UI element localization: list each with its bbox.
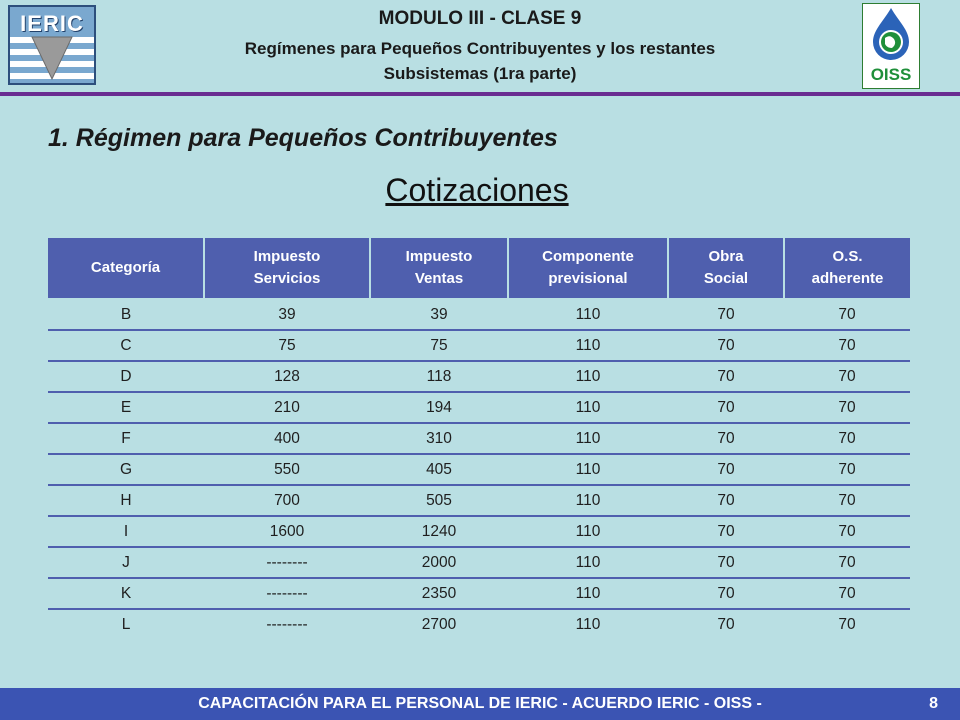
cell: 70 [668,485,784,516]
header-impuesto-servicios: Impuesto Servicios [204,238,370,299]
cell: 70 [784,609,910,639]
cell: 70 [784,454,910,485]
table-row [48,609,910,639]
cell: 700 [204,485,370,516]
globe-drop-icon [863,4,919,66]
cell: 70 [784,392,910,423]
header-obra-social: Obra Social [668,238,784,299]
cell: 70 [668,423,784,454]
cell: 70 [668,392,784,423]
oiss-logo [862,3,920,89]
table-row [48,547,910,578]
cell: K [48,578,204,609]
cell: 128 [204,361,370,392]
page-number: 8 [929,695,938,712]
cell: 70 [668,361,784,392]
footer-text: CAPACITACIÓN PARA EL PERSONAL DE IERIC - ACUERDO IERIC - OISS - [198,695,762,712]
cell: 194 [370,392,508,423]
header-categoria: Categoría [48,238,204,299]
cell: 210 [204,392,370,423]
cell: 1240 [370,516,508,547]
cell: 400 [204,423,370,454]
cell: 110 [508,578,668,609]
module-subtitle-line1: Regímenes para Pequeños Contribuyentes y los restantes [244,39,716,58]
cell: F [48,423,204,454]
cell: 550 [204,454,370,485]
cell: 70 [784,547,910,578]
cell: E [48,392,204,423]
cell: J [48,547,204,578]
cell: H [48,485,204,516]
header-divider [0,92,960,96]
cell: 70 [668,454,784,485]
cell: 1600 [204,516,370,547]
cell: 70 [668,299,784,330]
cell: 70 [668,547,784,578]
table-row [48,392,910,423]
cell: G [48,454,204,485]
cell: 70 [668,330,784,361]
cell: L [48,609,204,639]
header-componente-previsional: Componente previsional [508,238,668,299]
cell: 75 [370,330,508,361]
cell: 39 [204,299,370,330]
table-row [48,485,910,516]
cell: 70 [784,578,910,609]
cell: 110 [508,454,668,485]
cell: 405 [370,454,508,485]
section-title: 1. Régimen para Pequeños Contribuyentes [48,124,558,152]
slide-title: Cotizaciones [385,172,569,208]
cell: 70 [784,423,910,454]
cell: 118 [370,361,508,392]
table-row [48,330,910,361]
cell: -------- [204,578,370,609]
cell: 110 [508,609,668,639]
slide-header [0,0,960,92]
ieric-logo-text: IERIC [20,11,84,36]
cell: 505 [370,485,508,516]
cell: 110 [508,299,668,330]
module-title: MODULO III - CLASE 9 [378,8,582,29]
cell: 70 [784,361,910,392]
cell: -------- [204,609,370,639]
cell: D [48,361,204,392]
cell: 2350 [370,578,508,609]
cell: 70 [784,299,910,330]
cell: 70 [784,485,910,516]
module-subtitle-line2: Subsistemas (1ra parte) [383,64,577,83]
cell: 70 [668,516,784,547]
oiss-logo-text: OISS [870,65,912,84]
cell: 70 [784,516,910,547]
cell: 110 [508,330,668,361]
header-os-adherente: O.S. adherente [784,238,910,299]
cell: 110 [508,423,668,454]
ieric-logo [8,5,96,85]
cell: 110 [508,361,668,392]
cell: 310 [370,423,508,454]
table-row [48,578,910,609]
cell: C [48,330,204,361]
table-body [48,299,910,639]
table-row [48,299,910,330]
cell: 70 [668,609,784,639]
header-impuesto-ventas: Impuesto Ventas [370,238,508,299]
table-row [48,454,910,485]
slide-footer [0,688,960,720]
table-row [48,361,910,392]
cell: 75 [204,330,370,361]
table-header-row [48,238,910,299]
cell: 70 [784,330,910,361]
cell: 2000 [370,547,508,578]
cell: B [48,299,204,330]
cell: I [48,516,204,547]
cell: 70 [668,578,784,609]
cell: 110 [508,485,668,516]
cell: 2700 [370,609,508,639]
table-row [48,516,910,547]
cell: 110 [508,516,668,547]
table-row [48,423,910,454]
cotizaciones-table [48,238,910,639]
cell: 110 [508,392,668,423]
cell: 110 [508,547,668,578]
cell: 39 [370,299,508,330]
cell: -------- [204,547,370,578]
